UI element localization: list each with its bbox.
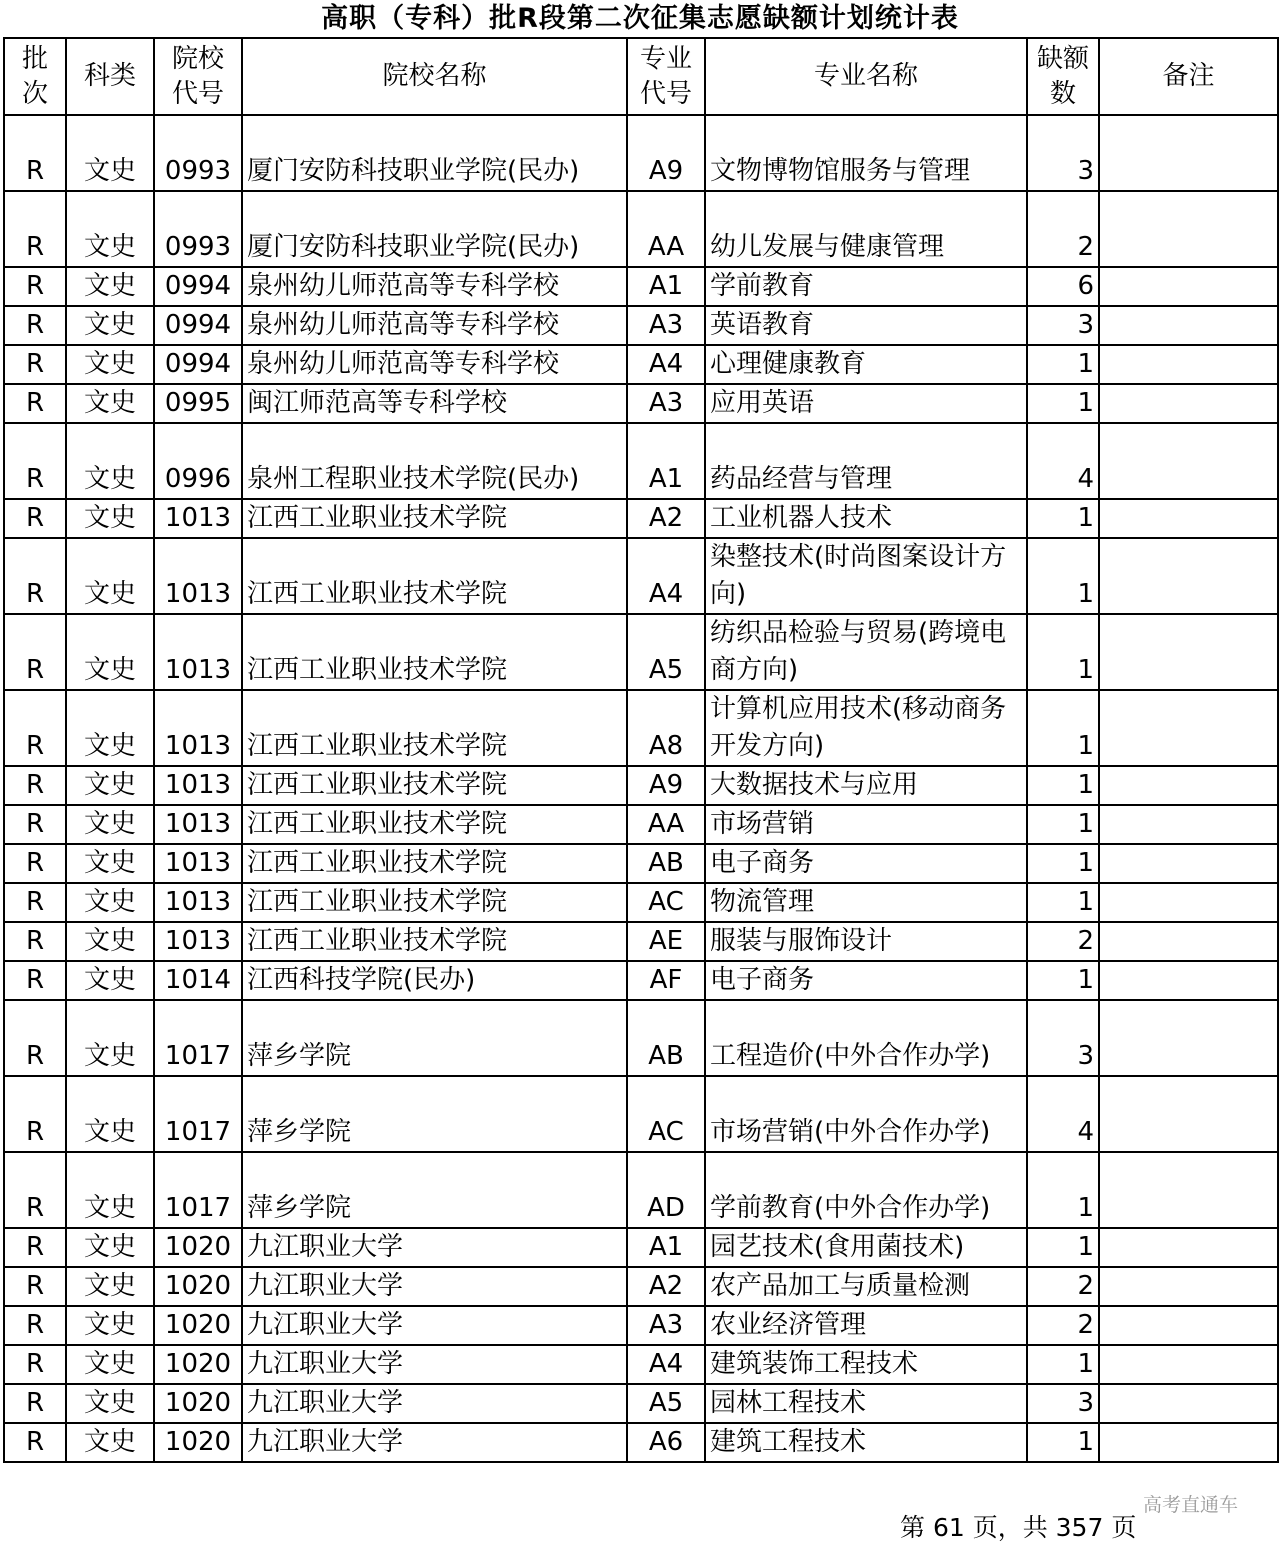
cell-vacancies: 4 bbox=[1027, 1076, 1099, 1152]
cell-remarks bbox=[1099, 1000, 1278, 1076]
cell-school-code: 1013 bbox=[154, 922, 242, 961]
cell-school-code: 0996 bbox=[154, 423, 242, 499]
cell-major-code: AF bbox=[627, 961, 705, 1000]
cell-school-code: 1013 bbox=[154, 690, 242, 766]
cell-major-name: 工业机器人技术 bbox=[705, 499, 1027, 538]
cell-category: 文史 bbox=[66, 1306, 154, 1345]
cell-vacancies: 2 bbox=[1027, 1306, 1099, 1345]
cell-vacancies: 1 bbox=[1027, 1152, 1099, 1228]
cell-remarks bbox=[1099, 1228, 1278, 1267]
cell-school-name: 江西工业职业技术学院 bbox=[242, 499, 627, 538]
cell-remarks bbox=[1099, 1152, 1278, 1228]
cell-school-code: 1017 bbox=[154, 1152, 242, 1228]
cell-major-code: AC bbox=[627, 1076, 705, 1152]
cell-major-code: A4 bbox=[627, 1345, 705, 1384]
cell-category: 文史 bbox=[66, 345, 154, 384]
cell-batch: R bbox=[4, 1423, 66, 1462]
cell-major-code: A8 bbox=[627, 690, 705, 766]
cell-school-code: 1013 bbox=[154, 538, 242, 614]
header-vacancies: 缺额数 bbox=[1027, 38, 1099, 115]
cell-vacancies: 3 bbox=[1027, 1384, 1099, 1423]
cell-batch: R bbox=[4, 115, 66, 191]
cell-category: 文史 bbox=[66, 922, 154, 961]
cell-remarks bbox=[1099, 1423, 1278, 1462]
cell-major-name: 电子商务 bbox=[705, 961, 1027, 1000]
cell-school-code: 0994 bbox=[154, 345, 242, 384]
cell-category: 文史 bbox=[66, 1228, 154, 1267]
table-row bbox=[4, 1000, 1278, 1076]
cell-major-code: A1 bbox=[627, 423, 705, 499]
table-row bbox=[4, 1228, 1278, 1267]
cell-major-name: 药品经营与管理 bbox=[705, 423, 1027, 499]
cell-major-name: 幼儿发展与健康管理 bbox=[705, 191, 1027, 267]
header-major-code: 专业代号 bbox=[627, 38, 705, 115]
cell-remarks bbox=[1099, 538, 1278, 614]
cell-major-code: AC bbox=[627, 883, 705, 922]
table-body bbox=[4, 115, 1278, 1462]
cell-batch: R bbox=[4, 1345, 66, 1384]
cell-category: 文史 bbox=[66, 1267, 154, 1306]
cell-remarks bbox=[1099, 1076, 1278, 1152]
cell-batch: R bbox=[4, 538, 66, 614]
cell-major-name: 服装与服饰设计 bbox=[705, 922, 1027, 961]
cell-school-code: 1014 bbox=[154, 961, 242, 1000]
cell-school-name: 闽江师范高等专科学校 bbox=[242, 384, 627, 423]
table-row bbox=[4, 115, 1278, 191]
cell-vacancies: 3 bbox=[1027, 115, 1099, 191]
table-row bbox=[4, 423, 1278, 499]
cell-category: 文史 bbox=[66, 538, 154, 614]
table-row bbox=[4, 267, 1278, 306]
table-row bbox=[4, 614, 1278, 690]
table-row bbox=[4, 1423, 1278, 1462]
cell-school-code: 1020 bbox=[154, 1345, 242, 1384]
table-row bbox=[4, 306, 1278, 345]
cell-vacancies: 1 bbox=[1027, 538, 1099, 614]
cell-major-name: 农产品加工与质量检测 bbox=[705, 1267, 1027, 1306]
cell-vacancies: 4 bbox=[1027, 423, 1099, 499]
cell-school-code: 1013 bbox=[154, 614, 242, 690]
cell-batch: R bbox=[4, 499, 66, 538]
table-row bbox=[4, 883, 1278, 922]
table-row bbox=[4, 345, 1278, 384]
cell-school-name: 泉州工程职业技术学院(民办) bbox=[242, 423, 627, 499]
cell-category: 文史 bbox=[66, 1384, 154, 1423]
cell-category: 文史 bbox=[66, 267, 154, 306]
cell-category: 文史 bbox=[66, 1000, 154, 1076]
cell-school-name: 萍乡学院 bbox=[242, 1000, 627, 1076]
cell-school-name: 泉州幼儿师范高等专科学校 bbox=[242, 306, 627, 345]
cell-school-code: 0993 bbox=[154, 191, 242, 267]
watermark-text: 高考直通车 bbox=[1143, 1494, 1239, 1516]
cell-school-code: 0993 bbox=[154, 115, 242, 191]
cell-remarks bbox=[1099, 961, 1278, 1000]
cell-major-code: A1 bbox=[627, 1228, 705, 1267]
cell-category: 文史 bbox=[66, 614, 154, 690]
cell-school-code: 1017 bbox=[154, 1076, 242, 1152]
cell-remarks bbox=[1099, 1384, 1278, 1423]
cell-school-name: 九江职业大学 bbox=[242, 1267, 627, 1306]
cell-school-name: 江西工业职业技术学院 bbox=[242, 766, 627, 805]
cell-vacancies: 1 bbox=[1027, 961, 1099, 1000]
cell-school-code: 1013 bbox=[154, 766, 242, 805]
cell-major-name: 建筑工程技术 bbox=[705, 1423, 1027, 1462]
table-row bbox=[4, 191, 1278, 267]
cell-category: 文史 bbox=[66, 115, 154, 191]
cell-major-name: 文物博物馆服务与管理 bbox=[705, 115, 1027, 191]
cell-school-name: 江西工业职业技术学院 bbox=[242, 690, 627, 766]
cell-vacancies: 6 bbox=[1027, 267, 1099, 306]
cell-category: 文史 bbox=[66, 499, 154, 538]
cell-major-name: 计算机应用技术(移动商务开发方向) bbox=[705, 690, 1027, 766]
cell-school-code: 0994 bbox=[154, 267, 242, 306]
cell-remarks bbox=[1099, 1306, 1278, 1345]
table-row bbox=[4, 922, 1278, 961]
cell-major-code: A6 bbox=[627, 1423, 705, 1462]
cell-vacancies: 1 bbox=[1027, 883, 1099, 922]
header-batch: 批次 bbox=[4, 38, 66, 115]
table-row bbox=[4, 1384, 1278, 1423]
cell-batch: R bbox=[4, 306, 66, 345]
cell-category: 文史 bbox=[66, 1423, 154, 1462]
cell-batch: R bbox=[4, 267, 66, 306]
cell-batch: R bbox=[4, 345, 66, 384]
cell-school-code: 1013 bbox=[154, 883, 242, 922]
cell-school-name: 九江职业大学 bbox=[242, 1306, 627, 1345]
cell-school-name: 泉州幼儿师范高等专科学校 bbox=[242, 267, 627, 306]
table-row bbox=[4, 690, 1278, 766]
cell-major-name: 应用英语 bbox=[705, 384, 1027, 423]
cell-batch: R bbox=[4, 961, 66, 1000]
cell-major-name: 纺织品检验与贸易(跨境电商方向) bbox=[705, 614, 1027, 690]
table-row bbox=[4, 1345, 1278, 1384]
cell-remarks bbox=[1099, 1345, 1278, 1384]
cell-vacancies: 1 bbox=[1027, 1345, 1099, 1384]
cell-batch: R bbox=[4, 883, 66, 922]
cell-major-code: AA bbox=[627, 191, 705, 267]
cell-vacancies: 2 bbox=[1027, 1267, 1099, 1306]
cell-category: 文史 bbox=[66, 883, 154, 922]
cell-batch: R bbox=[4, 423, 66, 499]
cell-major-code: A3 bbox=[627, 384, 705, 423]
cell-school-code: 1013 bbox=[154, 499, 242, 538]
cell-major-code: A9 bbox=[627, 115, 705, 191]
table-row bbox=[4, 844, 1278, 883]
cell-major-name: 染整技术(时尚图案设计方向) bbox=[705, 538, 1027, 614]
cell-batch: R bbox=[4, 1384, 66, 1423]
table-row bbox=[4, 1152, 1278, 1228]
cell-major-name: 英语教育 bbox=[705, 306, 1027, 345]
cell-school-name: 江西工业职业技术学院 bbox=[242, 883, 627, 922]
cell-remarks bbox=[1099, 844, 1278, 883]
cell-major-name: 学前教育(中外合作办学) bbox=[705, 1152, 1027, 1228]
page-number: 第 61 页，共 357 页 bbox=[900, 1513, 1137, 1542]
cell-major-code: A9 bbox=[627, 766, 705, 805]
cell-vacancies: 1 bbox=[1027, 614, 1099, 690]
cell-major-code: AB bbox=[627, 844, 705, 883]
cell-school-code: 1020 bbox=[154, 1228, 242, 1267]
cell-major-code: A5 bbox=[627, 614, 705, 690]
cell-category: 文史 bbox=[66, 423, 154, 499]
table-row bbox=[4, 499, 1278, 538]
cell-vacancies: 3 bbox=[1027, 306, 1099, 345]
cell-vacancies: 3 bbox=[1027, 1000, 1099, 1076]
cell-remarks bbox=[1099, 922, 1278, 961]
cell-vacancies: 1 bbox=[1027, 766, 1099, 805]
cell-remarks bbox=[1099, 805, 1278, 844]
cell-batch: R bbox=[4, 844, 66, 883]
header-major-name: 专业名称 bbox=[705, 38, 1027, 115]
cell-school-name: 江西工业职业技术学院 bbox=[242, 538, 627, 614]
table-row bbox=[4, 766, 1278, 805]
cell-remarks bbox=[1099, 766, 1278, 805]
cell-school-code: 1020 bbox=[154, 1384, 242, 1423]
cell-major-code: AE bbox=[627, 922, 705, 961]
cell-vacancies: 1 bbox=[1027, 345, 1099, 384]
cell-school-name: 江西工业职业技术学院 bbox=[242, 805, 627, 844]
cell-batch: R bbox=[4, 384, 66, 423]
cell-category: 文史 bbox=[66, 1076, 154, 1152]
cell-remarks bbox=[1099, 306, 1278, 345]
cell-major-name: 工程造价(中外合作办学) bbox=[705, 1000, 1027, 1076]
cell-major-code: A4 bbox=[627, 538, 705, 614]
cell-major-name: 电子商务 bbox=[705, 844, 1027, 883]
cell-batch: R bbox=[4, 1267, 66, 1306]
cell-major-name: 建筑装饰工程技术 bbox=[705, 1345, 1027, 1384]
cell-category: 文史 bbox=[66, 1152, 154, 1228]
cell-school-name: 厦门安防科技职业学院(民办) bbox=[242, 115, 627, 191]
cell-major-code: A3 bbox=[627, 306, 705, 345]
cell-major-code: A1 bbox=[627, 267, 705, 306]
cell-vacancies: 1 bbox=[1027, 499, 1099, 538]
cell-category: 文史 bbox=[66, 961, 154, 1000]
table-header-row bbox=[4, 38, 1278, 115]
table-row bbox=[4, 1267, 1278, 1306]
cell-major-code: AD bbox=[627, 1152, 705, 1228]
cell-major-name: 农业经济管理 bbox=[705, 1306, 1027, 1345]
cell-batch: R bbox=[4, 690, 66, 766]
cell-remarks bbox=[1099, 614, 1278, 690]
cell-school-code: 1013 bbox=[154, 805, 242, 844]
table-row bbox=[4, 805, 1278, 844]
cell-school-code: 0995 bbox=[154, 384, 242, 423]
header-remarks: 备注 bbox=[1099, 38, 1278, 115]
cell-remarks bbox=[1099, 883, 1278, 922]
cell-batch: R bbox=[4, 1306, 66, 1345]
cell-school-name: 厦门安防科技职业学院(民办) bbox=[242, 191, 627, 267]
cell-major-name: 园艺技术(食用菌技术) bbox=[705, 1228, 1027, 1267]
cell-major-code: A2 bbox=[627, 1267, 705, 1306]
cell-category: 文史 bbox=[66, 191, 154, 267]
cell-major-name: 心理健康教育 bbox=[705, 345, 1027, 384]
header-school-code: 院校代号 bbox=[154, 38, 242, 115]
cell-school-code: 1017 bbox=[154, 1000, 242, 1076]
cell-vacancies: 1 bbox=[1027, 1228, 1099, 1267]
cell-remarks bbox=[1099, 499, 1278, 538]
cell-major-name: 市场营销(中外合作办学) bbox=[705, 1076, 1027, 1152]
page-title: 高职（专科）批R段第二次征集志愿缺额计划统计表 bbox=[321, 3, 959, 34]
vacancy-plan-table bbox=[3, 37, 1279, 1463]
cell-school-name: 江西科技学院(民办) bbox=[242, 961, 627, 1000]
cell-major-name: 市场营销 bbox=[705, 805, 1027, 844]
cell-school-name: 九江职业大学 bbox=[242, 1423, 627, 1462]
cell-major-name: 物流管理 bbox=[705, 883, 1027, 922]
cell-school-name: 萍乡学院 bbox=[242, 1076, 627, 1152]
cell-remarks bbox=[1099, 115, 1278, 191]
cell-batch: R bbox=[4, 766, 66, 805]
cell-category: 文史 bbox=[66, 306, 154, 345]
cell-batch: R bbox=[4, 1152, 66, 1228]
cell-school-code: 1013 bbox=[154, 844, 242, 883]
cell-category: 文史 bbox=[66, 844, 154, 883]
table-row bbox=[4, 1076, 1278, 1152]
cell-vacancies: 2 bbox=[1027, 922, 1099, 961]
cell-vacancies: 1 bbox=[1027, 384, 1099, 423]
cell-school-code: 1020 bbox=[154, 1423, 242, 1462]
cell-school-code: 1020 bbox=[154, 1267, 242, 1306]
cell-major-code: AA bbox=[627, 805, 705, 844]
cell-school-name: 江西工业职业技术学院 bbox=[242, 614, 627, 690]
cell-batch: R bbox=[4, 922, 66, 961]
cell-major-code: AB bbox=[627, 1000, 705, 1076]
cell-major-name: 园林工程技术 bbox=[705, 1384, 1027, 1423]
cell-vacancies: 1 bbox=[1027, 1423, 1099, 1462]
cell-vacancies: 1 bbox=[1027, 844, 1099, 883]
cell-major-name: 学前教育 bbox=[705, 267, 1027, 306]
table-row bbox=[4, 384, 1278, 423]
table-row bbox=[4, 538, 1278, 614]
cell-batch: R bbox=[4, 1076, 66, 1152]
cell-category: 文史 bbox=[66, 1345, 154, 1384]
cell-batch: R bbox=[4, 805, 66, 844]
cell-school-code: 0994 bbox=[154, 306, 242, 345]
cell-remarks bbox=[1099, 191, 1278, 267]
cell-major-code: A3 bbox=[627, 1306, 705, 1345]
cell-school-name: 泉州幼儿师范高等专科学校 bbox=[242, 345, 627, 384]
cell-remarks bbox=[1099, 423, 1278, 499]
cell-vacancies: 1 bbox=[1027, 805, 1099, 844]
cell-major-name: 大数据技术与应用 bbox=[705, 766, 1027, 805]
cell-school-name: 九江职业大学 bbox=[242, 1228, 627, 1267]
table-row bbox=[4, 961, 1278, 1000]
header-school-name: 院校名称 bbox=[242, 38, 627, 115]
cell-remarks bbox=[1099, 690, 1278, 766]
cell-school-name: 江西工业职业技术学院 bbox=[242, 922, 627, 961]
cell-remarks bbox=[1099, 384, 1278, 423]
cell-batch: R bbox=[4, 1000, 66, 1076]
cell-major-code: A5 bbox=[627, 1384, 705, 1423]
cell-school-name: 九江职业大学 bbox=[242, 1384, 627, 1423]
cell-major-code: A4 bbox=[627, 345, 705, 384]
header-category: 科类 bbox=[66, 38, 154, 115]
cell-category: 文史 bbox=[66, 805, 154, 844]
cell-vacancies: 2 bbox=[1027, 191, 1099, 267]
table-row bbox=[4, 1306, 1278, 1345]
cell-batch: R bbox=[4, 614, 66, 690]
cell-category: 文史 bbox=[66, 384, 154, 423]
cell-batch: R bbox=[4, 1228, 66, 1267]
cell-school-code: 1020 bbox=[154, 1306, 242, 1345]
cell-major-code: A2 bbox=[627, 499, 705, 538]
cell-vacancies: 1 bbox=[1027, 690, 1099, 766]
cell-batch: R bbox=[4, 191, 66, 267]
cell-remarks bbox=[1099, 267, 1278, 306]
cell-category: 文史 bbox=[66, 766, 154, 805]
cell-school-name: 萍乡学院 bbox=[242, 1152, 627, 1228]
cell-remarks bbox=[1099, 1267, 1278, 1306]
cell-category: 文史 bbox=[66, 690, 154, 766]
cell-school-name: 江西工业职业技术学院 bbox=[242, 844, 627, 883]
cell-school-name: 九江职业大学 bbox=[242, 1345, 627, 1384]
cell-remarks bbox=[1099, 345, 1278, 384]
